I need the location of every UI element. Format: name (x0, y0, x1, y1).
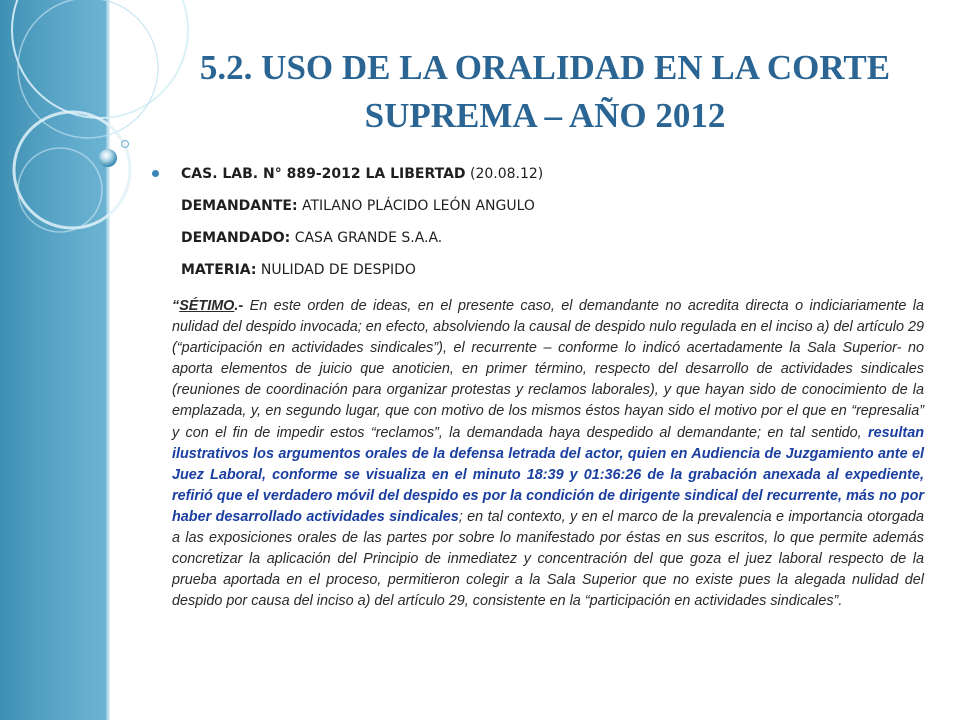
demandado-value: CASA GRANDE S.A.A. (290, 230, 443, 246)
case-number: CAS. LAB. N° 889-2012 LA LIBERTAD (181, 166, 466, 182)
demandante-line (160, 192, 920, 224)
quote-paragraph (172, 296, 924, 612)
quote-text-after: ; en tal contexto, y en el marco de la prevalencia e importancia otorgada a las exposiciones orales de las partes por sobre lo manifestado por éstas en sus escritos, lo que permite además concretizar la aplicación del Principio de inmediatez y concentración del que goza el juez laboral respecto de la prueba aportada en el proceso, permitieron colegir a la Sala Superior que no existe pues la alegada nulidad del despido por causa del inciso a) del artículo 29, consistente en la “participación en actividades sindicales”. (172, 508, 925, 610)
materia-label: MATERIA: (181, 262, 257, 278)
bullet-dot (152, 170, 159, 177)
demandante-label: DEMANDANTE: (181, 198, 298, 214)
quote-heading: SÉTIMO (179, 298, 235, 314)
page-title: 5.2. USO DE LA ORALIDAD EN LA CORTE SUPREMA – AÑO 2012 (199, 48, 891, 135)
quote-open: “ (172, 298, 180, 314)
materia-value: NULIDAD DE DESPIDO (256, 262, 416, 278)
quote-highlight: resultan ilustrativos los argumentos orales de la defensa letrada del actor, quien en Audiencia de Juzgamiento ante el Juez Laboral, conforme se visualiza en el minuto 18:39 y 01:36:26 de la grabación anexada al expediente, refirió que el verdadero móvil del despido es por la condición de dirigente sindical del recurrente, más no por haber desarrollado actividades sindicales (172, 424, 924, 525)
quote-text-before: En este orden de ideas, en el presente caso, el demandante no acredita directa o indiciariamente la nulidad del despido invocada; en efecto, absolviendo la causal de despido nulo regulada en el inciso a) del artículo 29 (“participación en actividades sindicales”), el recurrente – conforme lo indicó acertadamente la Sala Superior- no aporta elementos de juicio que anoticien, en primer término, respecto del desarrollo de actividades sindicales (reuniones de coordinación para organizar protestas y reclamos laborales), y que hayan sido de conocimiento de la emplazada, y, en segundo lugar, que con motivo de los mismos éstos hayan sido el motivo por el que en “represalia” y con el fin de impedir estos “reclamos”, la demandada haya despedido al demandante; en tal sentido, (172, 298, 924, 441)
materia-line (160, 256, 920, 288)
case-details (160, 160, 920, 288)
case-number-wrap (160, 166, 543, 182)
demandado-label: DEMANDADO: (181, 230, 291, 246)
demandante-value: ATILANO PLÁCIDO LEÓN ANGULO (297, 198, 535, 214)
case-line (160, 160, 920, 192)
case-date: (20.08.12) (465, 166, 544, 182)
demandado-line (160, 224, 920, 256)
quote-heading-suffix: .- (234, 298, 250, 314)
